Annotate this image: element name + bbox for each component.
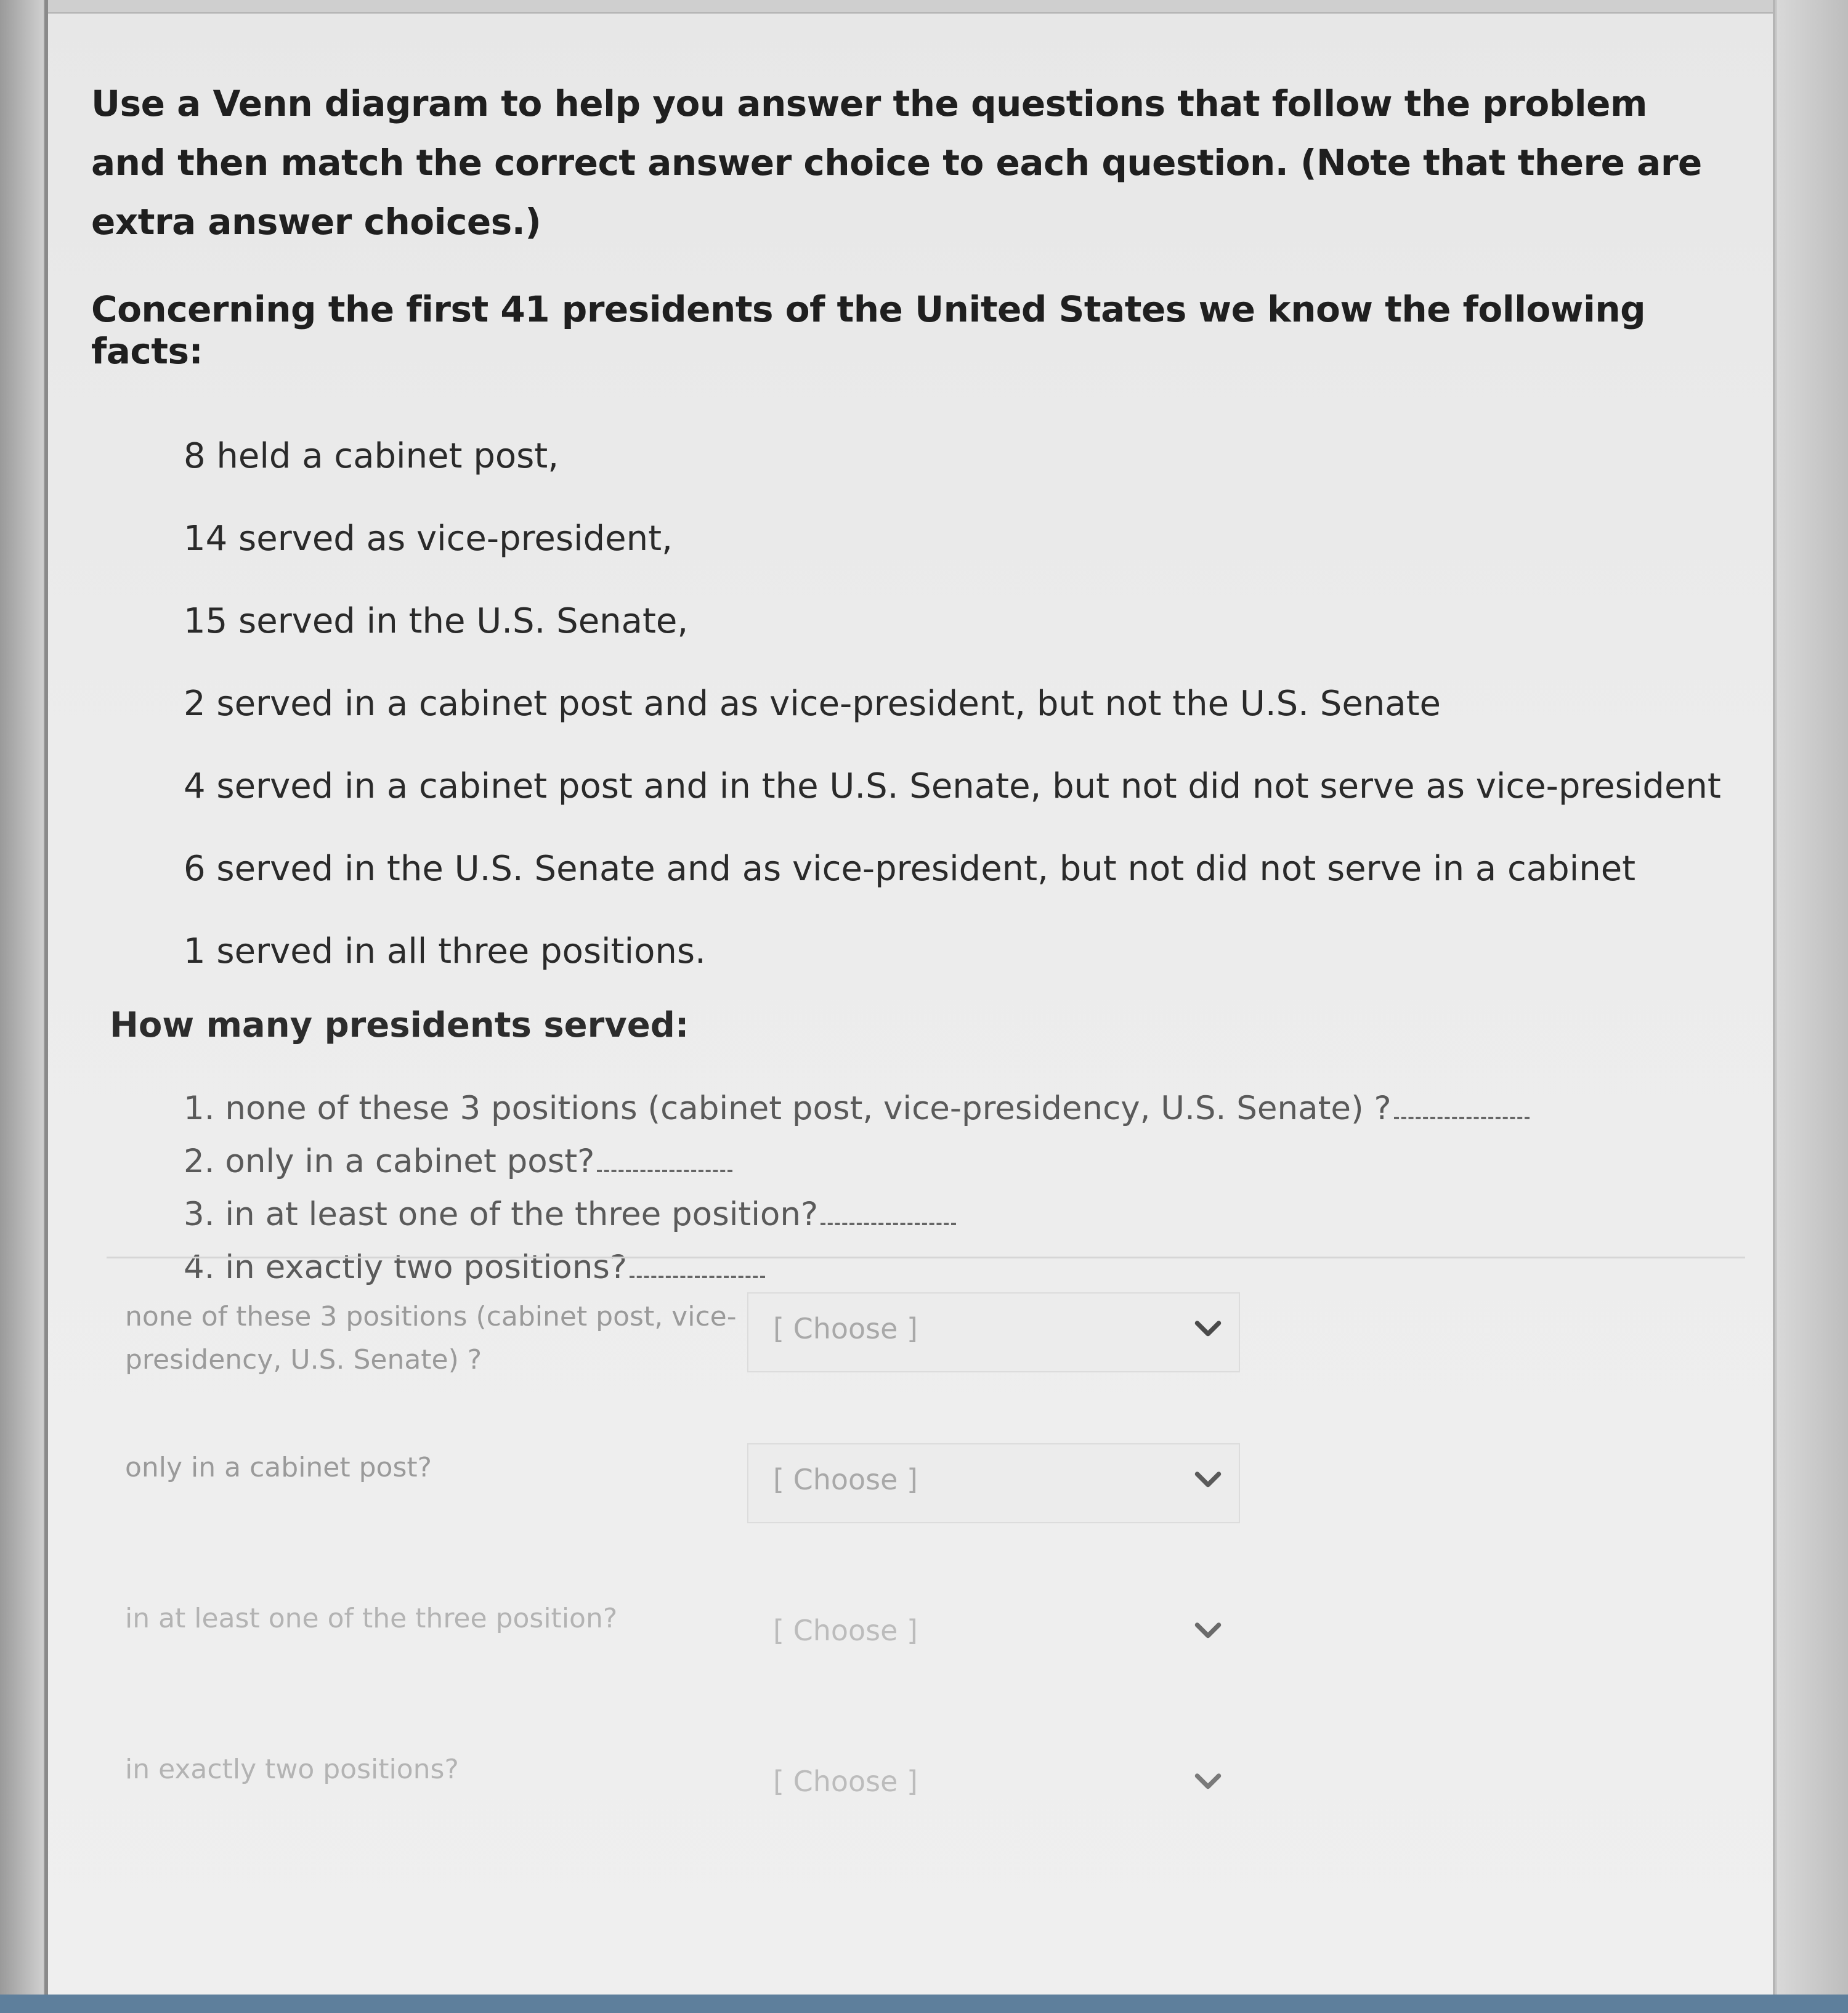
answer-dropdown[interactable] (747, 1594, 1240, 1674)
match-row (107, 1711, 1745, 1862)
subquestion-item (184, 1135, 1724, 1188)
answer-dropdown[interactable] (747, 1745, 1240, 1825)
match-row (107, 1258, 1745, 1409)
chevron-down-icon (1189, 1462, 1226, 1499)
match-row (107, 1560, 1745, 1711)
answer-blank (597, 1170, 732, 1172)
quiz-question-panel (44, 0, 1775, 1995)
chevron-down-icon (1189, 1613, 1226, 1650)
answer-blank (821, 1223, 956, 1225)
subquestion-text: 1. none of these 3 positions (cabinet post, vice-presidency, U.S. Senate) ? (184, 1090, 1392, 1127)
screen-bezel-right (1777, 0, 1848, 2013)
subquestion-text: 4. in exactly two positions? (184, 1249, 628, 1286)
answer-dropdown[interactable] (747, 1292, 1240, 1372)
screen-bezel-left (0, 0, 43, 2013)
match-prompt: none of these 3 positions (cabinet post, vice-presidency, U.S. Senate) ? (125, 1301, 737, 1375)
facts-list (91, 415, 1724, 993)
matching-answer-area (107, 1257, 1745, 1862)
match-row (107, 1409, 1745, 1560)
answer-dropdown[interactable] (747, 1443, 1240, 1523)
fact-item: 8 held a cabinet post, (184, 436, 559, 476)
fact-item: 4 served in a cabinet post and in the U.S. Senate, but not did not serve as vice-president (184, 766, 1721, 806)
subquestion-item (184, 1082, 1724, 1135)
fact-item: 14 served as vice-president, (184, 519, 673, 559)
dropdown-placeholder: [ Choose ] (773, 1614, 918, 1647)
match-prompt: in exactly two positions? (125, 1754, 459, 1785)
subquestion-item (184, 1188, 1724, 1241)
subquestion-text: 3. in at least one of the three position? (184, 1196, 819, 1233)
dropdown-placeholder: [ Choose ] (773, 1463, 918, 1496)
dropdown-placeholder: [ Choose ] (773, 1312, 918, 1345)
fact-item: 1 served in all three positions. (184, 931, 706, 971)
problem-intro: Concerning the first 41 presidents of the United States we know the following facts: (91, 288, 1646, 372)
dropdown-placeholder: [ Choose ] (773, 1765, 918, 1798)
fact-item: 2 served in a cabinet post and as vice-president, but not the U.S. Senate (184, 684, 1441, 724)
question-content (91, 74, 1724, 1294)
fact-item: 6 served in the U.S. Senate and as vice-president, but not did not serve in a cabinet (184, 849, 1636, 889)
subquestion-text: 2. only in a cabinet post? (184, 1143, 595, 1180)
question-instructions: Use a Venn diagram to help you answer the questions that follow the problem and then match the correct answer choice to each question. (Note that there are extra answer choices.) (91, 83, 1702, 243)
chevron-down-icon (1189, 1311, 1226, 1348)
answer-blank (1394, 1117, 1530, 1119)
fact-item: 15 served in the U.S. Senate, (184, 601, 689, 641)
screen-bottom-bar (0, 1995, 1848, 2013)
top-divider (48, 0, 1773, 14)
question-lead: How many presidents served: (110, 1005, 689, 1045)
match-prompt: in at least one of the three position? (125, 1603, 618, 1634)
chevron-down-icon (1189, 1764, 1226, 1800)
match-prompt: only in a cabinet post? (125, 1452, 432, 1483)
